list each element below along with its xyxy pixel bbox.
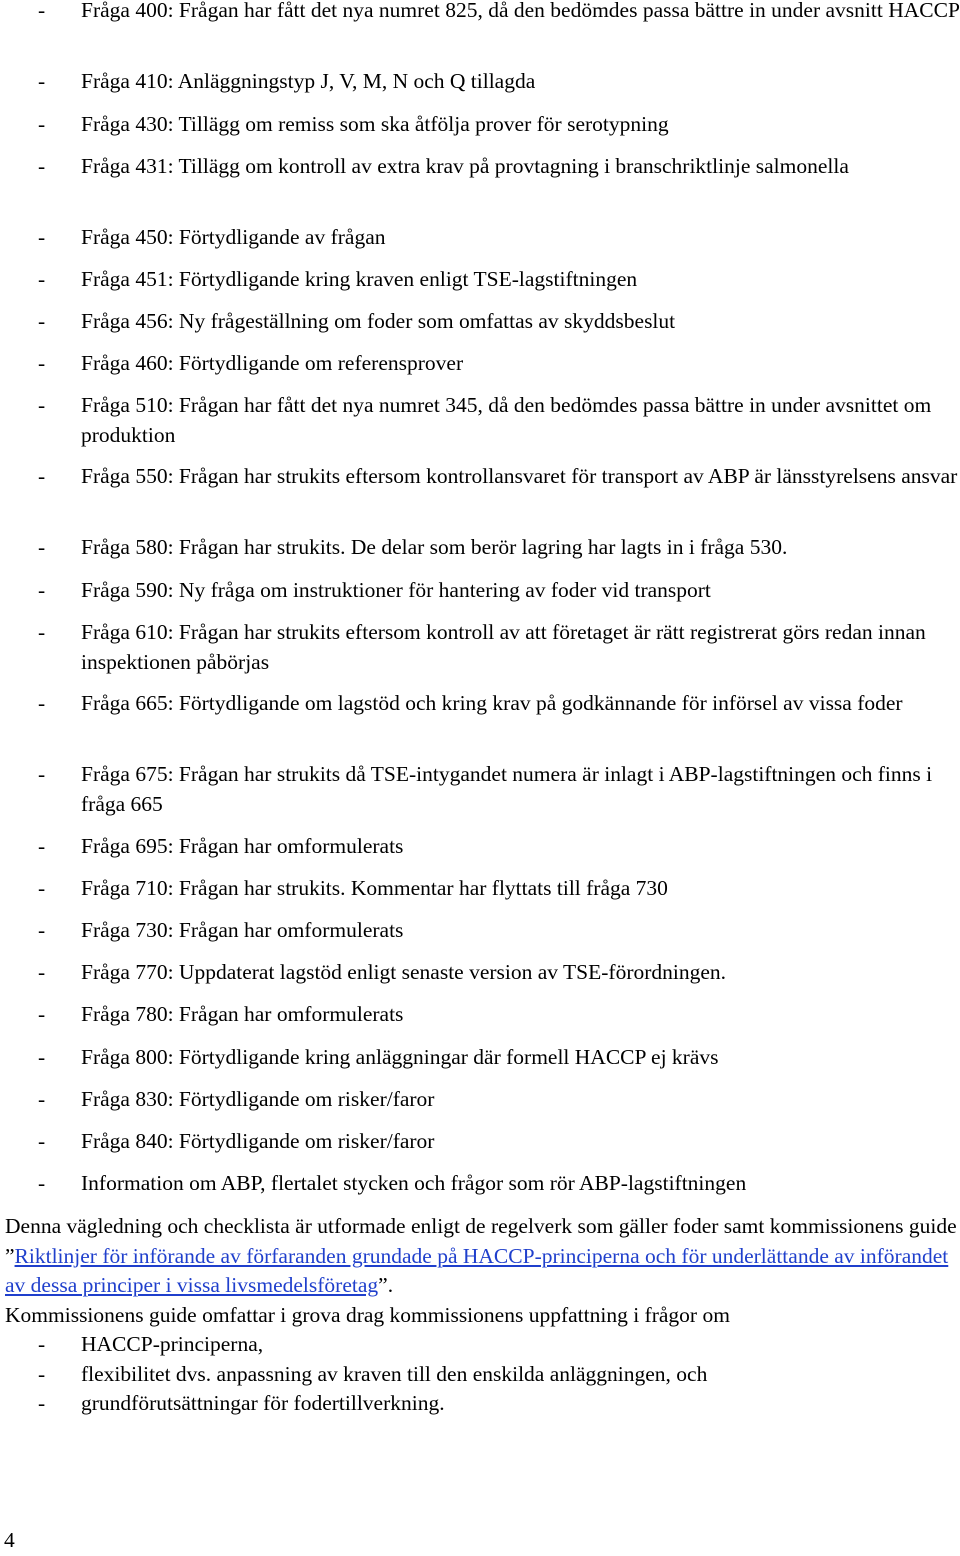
list-dash: - [38, 351, 46, 375]
list-item [0, 1127, 960, 1157]
list-dash: - [38, 1171, 46, 1195]
intro-text [5, 1212, 960, 1301]
list-dash: - [38, 762, 46, 786]
list-dash: - [38, 1045, 46, 1069]
list-item [0, 1043, 960, 1073]
list-item-text: Fråga 730: Frågan har omformulerats [81, 918, 404, 942]
list-dash: - [38, 620, 46, 644]
intro-after-link: ”. [378, 1273, 394, 1297]
list-dash: - [38, 876, 46, 900]
list-item-text: Fråga 460: Förtydligande om referensprover [81, 351, 464, 375]
commission-guide-link[interactable]: Riktlinjer för införande av förfaranden grundade på HACCP-principerna och för underlättande av införandet av dessa principer i vissa livsmedelsföretag [5, 1243, 949, 1297]
list-item-text: Fråga 550: Frågan har strukits eftersom kontrollansvaret för transport av ABP är länsstyrelsens ansvar [81, 464, 958, 488]
list-item-text: HACCP-principerna, [81, 1332, 264, 1356]
list-dash: - [38, 464, 46, 488]
list-item-text: Fråga 430: Tillägg om remiss som ska åtfölja prover för serotypning [81, 112, 669, 136]
list-item [5, 1389, 960, 1419]
list-item [0, 349, 960, 379]
list-item [0, 223, 960, 253]
list-item [0, 618, 960, 677]
list-item [0, 916, 960, 946]
list-dash: - [38, 112, 46, 136]
list-dash: - [38, 691, 46, 715]
list-dash: - [38, 69, 46, 93]
list-item-text: Fråga 610: Frågan har strukits eftersom kontroll av att företaget är rätt registrerat görs redan innan inspektionen påbörjas [81, 620, 926, 674]
list-item [0, 576, 960, 606]
list-dash: - [38, 1361, 46, 1386]
list-item-text: Fråga 840: Förtydligande om risker/faror [81, 1129, 435, 1153]
list-item-text: Fråga 590: Ny fråga om instruktioner för hantering av foder vid transport [81, 578, 711, 602]
list-item-text: Information om ABP, flertalet stycken och frågor som rör ABP-lagstiftningen [81, 1171, 747, 1195]
list-item-text: Fråga 675: Frågan har strukits då TSE-intygandet numera är inlagt i ABP-lagstiftningen och finns i fråga 665 [81, 762, 933, 816]
list-dash: - [38, 1129, 46, 1153]
list-item [0, 1000, 960, 1030]
list-item [0, 689, 960, 719]
list-item-text: Fråga 665: Förtydligande om lagstöd och kring krav på godkännande för införsel av vissa foder [81, 691, 903, 715]
list-item-text: flexibilitet dvs. anpassning av kraven till den enskilda anläggningen, och [81, 1361, 708, 1386]
list-item-text: Fråga 770: Uppdaterat lagstöd enligt senaste version av TSE-förordningen. [81, 960, 727, 984]
list-item [0, 832, 960, 862]
intro-before-link: Denna vägledning och checklista är utformade enligt de regelverk som gäller foder samt kommissionens guide ” [5, 1214, 957, 1268]
list-item-text: Fråga 400: Frågan har fått det nya numret 825, då den bedömdes passa bättre in under avsnitt HACCP [81, 0, 960, 22]
list-item-text: grundförutsättningar för fodertillverkning. [81, 1391, 445, 1415]
list-dash: - [38, 225, 46, 249]
list-dash: - [38, 154, 46, 178]
list-item [0, 1085, 960, 1115]
list-item-text: Fråga 830: Förtydligande om risker/faror [81, 1087, 435, 1111]
list-dash: - [38, 0, 46, 22]
list-item [0, 67, 960, 97]
list-item-text: Fråga 451: Förtydligande kring kraven enligt TSE-lagstiftningen [81, 267, 638, 291]
list-item [5, 1360, 960, 1390]
list-item [0, 152, 960, 182]
list-item-text: Fråga 780: Frågan har omformulerats [81, 1002, 404, 1026]
list-dash: - [38, 267, 46, 291]
list-item-text: Fråga 450: Förtydligande av frågan [81, 225, 386, 249]
list-dash: - [38, 535, 46, 559]
list-dash: - [38, 834, 46, 858]
list-item-text: Fråga 456: Ny frågeställning om foder som omfattas av skyddsbeslut [81, 309, 676, 333]
list-item [0, 0, 960, 26]
list-dash: - [38, 960, 46, 984]
list-item [0, 958, 960, 988]
list-dash: - [38, 309, 46, 333]
list-item [0, 1169, 960, 1199]
page-number: 4 [4, 1528, 15, 1552]
list-item [0, 307, 960, 337]
list-item [0, 462, 960, 492]
guide-paragraph [5, 1212, 960, 1419]
list-item [0, 874, 960, 904]
list-item-text: Fråga 431: Tillägg om kontroll av extra krav på provtagning i branschriktlinje salmonella [81, 154, 849, 178]
list-item [0, 760, 960, 819]
list-item-text: Fråga 710: Frågan har strukits. Kommentar har flyttats till fråga 730 [81, 876, 668, 900]
list-item-text: Fråga 800: Förtydligande kring anläggningar där formell HACCP ej krävs [81, 1045, 719, 1069]
list-dash: - [38, 1087, 46, 1111]
list-item-text: Fråga 510: Frågan har fått det nya numret 345, då den bedömdes passa bättre in under avsnittet om produktion [81, 393, 932, 447]
list-dash: - [38, 393, 46, 417]
list-item-text: Fråga 410: Anläggningstyp J, V, M, N och Q tillagda [81, 69, 536, 93]
intro-second-sentence: Kommissionens guide omfattar i grova drag kommissionens uppfattning i frågor om [5, 1302, 730, 1327]
list-dash: - [38, 1332, 46, 1356]
list-item [0, 265, 960, 295]
guide-points-list [5, 1330, 960, 1419]
list-item [0, 110, 960, 140]
list-item [5, 1330, 960, 1360]
list-dash: - [38, 578, 46, 602]
list-item-text: Fråga 580: Frågan har strukits. De delar som berör lagring har lagts in i fråga 530. [81, 535, 788, 559]
list-dash: - [38, 1002, 46, 1026]
list-item [0, 533, 960, 563]
list-dash: - [38, 1391, 46, 1415]
list-item [0, 391, 960, 450]
list-item-text: Fråga 695: Frågan har omformulerats [81, 834, 404, 858]
list-dash: - [38, 918, 46, 942]
